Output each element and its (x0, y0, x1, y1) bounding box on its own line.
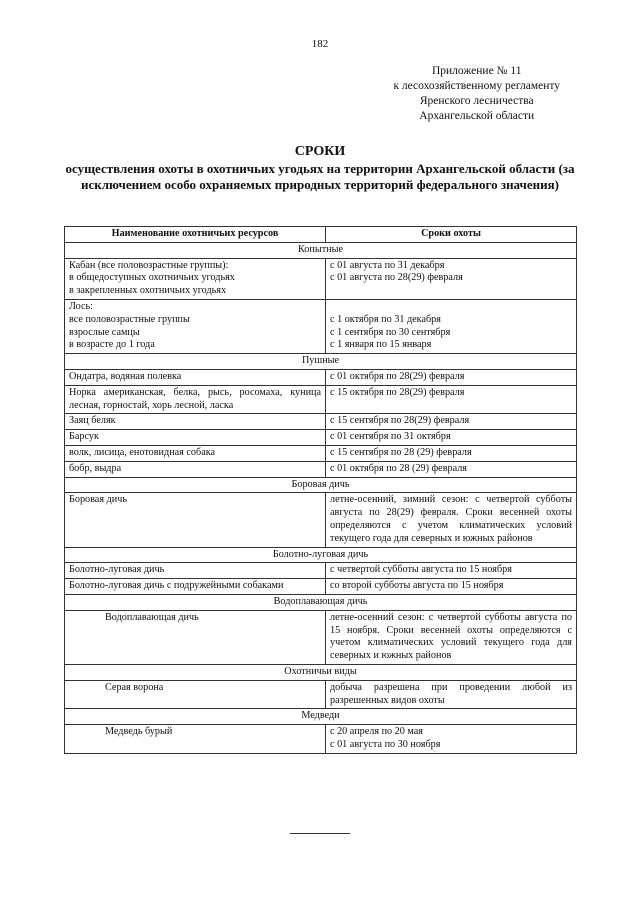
resource-name-cell (65, 299, 326, 353)
hunting-period-line: с четвертой субботы августа по 15 ноября (330, 564, 512, 576)
hunting-period-cell (326, 579, 577, 595)
resource-name-line: в общедоступных охотничьих угодьях (69, 272, 235, 284)
appendix-line: к лесохозяйственному регламенту (393, 80, 560, 92)
resource-name-line: в закрепленных охотничьих угодьях (69, 285, 227, 297)
section-title: Медведи (65, 709, 577, 725)
table-header-row (65, 227, 577, 243)
section-row (65, 664, 577, 680)
table-row (65, 563, 577, 579)
document-title: СРОКИ (294, 144, 346, 159)
hunting-period-cell (326, 369, 577, 385)
hunting-period-line: с 01 августа по 30 ноября (330, 738, 441, 750)
resource-name-line: Норка американская, белка, рысь, росомаха, куница лесная, горностай, хорь лесной, ласка (69, 386, 321, 411)
hunting-period-cell (326, 445, 577, 461)
hunting-period-cell (326, 680, 577, 709)
resource-name-line: Заяц беляк (69, 415, 116, 427)
document-heading (50, 143, 590, 193)
resource-name-line: взрослые самцы (69, 326, 140, 338)
hunting-period-line: с 01 августа по 28(29) февраля (330, 272, 463, 284)
resource-name-line: Барсук (69, 431, 99, 443)
hunting-period-line: с 01 сентября по 31 октября (330, 431, 451, 443)
column-header-period: Сроки охоты (326, 227, 577, 243)
hunting-period-line: летне-осенний сезон: с четвертой субботы августа по 15 ноября. Сроки весенней охоты определяются с учетом климатических условий текущего года для северных и южных районов (330, 611, 572, 662)
hunting-period-line: с 15 сентября по 28(29) февраля (330, 415, 470, 427)
hunting-period-line: с 15 октября по 28(29) февраля (330, 386, 465, 398)
table-row (65, 258, 577, 299)
resource-name-line: Лось: (69, 300, 94, 312)
section-title: Охотничьи виды (65, 664, 577, 680)
hunting-period-cell (326, 299, 577, 353)
section-row (65, 594, 577, 610)
section-row (65, 547, 577, 563)
appendix-line: Яренского лесничества (419, 95, 534, 107)
table-body (65, 242, 577, 753)
hunting-period-line (330, 301, 572, 314)
hunting-period-cell (326, 563, 577, 579)
hunting-period-line: добыча разрешена при проведении любой из разрешенных видов охоты (330, 681, 572, 706)
resource-name-line: Медведь бурый (105, 726, 173, 738)
table-row (65, 725, 577, 754)
document-subtitle: осуществления охоты в охотничьих угодьях на территории Архангельской области (за исключением особо охраняемых природных территорий федерального значения) (65, 161, 575, 192)
resource-name-cell (65, 725, 326, 754)
resource-name-cell (65, 385, 326, 414)
section-row (65, 709, 577, 725)
hunting-period-cell (326, 430, 577, 446)
table-row (65, 430, 577, 446)
resource-name-line: Болотно-луговая дичь (69, 564, 165, 576)
appendix-line: Приложение № 11 (431, 65, 522, 77)
hunting-period-cell (326, 610, 577, 664)
end-divider (290, 833, 350, 834)
table-row (65, 299, 577, 353)
table-row (65, 680, 577, 709)
section-title: Боровая дичь (65, 477, 577, 493)
resource-name-line: в возрасте до 1 года (69, 339, 155, 351)
hunting-period-line: с 20 апреля по 20 мая (330, 726, 423, 738)
resource-name-line: Болотно-луговая дичь с подружейными собаками (69, 580, 284, 592)
hunting-period-line: со второй субботы августа по 15 ноября (330, 580, 504, 592)
hunting-period-line: летне-осенний, зимний сезон: с четвертой субботы августа по 28(29) февраля. Сроки весенней охоты определяются с учетом климатических условий текущего года для северных и южных районов (330, 494, 572, 544)
hunting-periods-table (64, 226, 577, 754)
resource-name-cell (65, 430, 326, 446)
table-row (65, 414, 577, 430)
hunting-period-line: с 15 сентября по 28 (29) февраля (330, 446, 472, 458)
hunting-period-line: с 01 октября по 28 (29) февраля (330, 462, 467, 474)
resource-name-line: Ондатра, водяная полевка (69, 370, 182, 382)
hunting-period-line: с 1 октября по 31 декабря (330, 313, 441, 325)
appendix-line: Архангельской области (419, 110, 535, 122)
table-row (65, 579, 577, 595)
hunting-period-cell (326, 493, 577, 547)
resource-name-line: Боровая дичь (69, 494, 127, 506)
section-row (65, 477, 577, 493)
hunting-period-cell (326, 725, 577, 754)
resource-name-cell (65, 258, 326, 299)
hunting-period-line: с 01 августа по 31 декабря (330, 259, 445, 271)
hunting-period-cell (326, 461, 577, 477)
hunting-period-line: с 1 января по 15 января (330, 339, 432, 351)
table-row (65, 369, 577, 385)
resource-name-cell (65, 610, 326, 664)
resource-name-cell (65, 369, 326, 385)
resource-name-line: все половозрастные группы (69, 313, 190, 325)
resource-name-cell (65, 680, 326, 709)
resource-name-line: Кабан (все половозрастные группы): (69, 259, 229, 271)
resource-name-cell (65, 579, 326, 595)
section-title: Болотно-луговая дичь (65, 547, 577, 563)
resource-name-cell (65, 493, 326, 547)
resource-name-cell (65, 414, 326, 430)
resource-name-cell (65, 445, 326, 461)
hunting-period-cell (326, 385, 577, 414)
hunting-period-line: с 1 сентября по 30 сентября (330, 326, 451, 338)
table-row (65, 461, 577, 477)
hunting-period-cell (326, 258, 577, 299)
table-row (65, 610, 577, 664)
section-title: Водоплавающая дичь (65, 594, 577, 610)
section-row (65, 242, 577, 258)
resource-name-cell (65, 563, 326, 579)
page-number: 182 (311, 38, 329, 50)
section-title: Пушные (65, 354, 577, 370)
resource-name-cell (65, 461, 326, 477)
section-row (65, 354, 577, 370)
appendix-note (393, 64, 560, 124)
section-title: Копытные (65, 242, 577, 258)
resource-name-line: Водоплавающая дичь (105, 611, 199, 623)
resource-name-line: Серая ворона (105, 681, 164, 693)
table-row (65, 493, 577, 547)
resource-name-line: волк, лисица, енотовидная собака (69, 446, 216, 458)
column-header-resource: Наименование охотничьих ресурсов (65, 227, 326, 243)
resource-name-line: бобр, выдра (69, 462, 122, 474)
hunting-period-cell (326, 414, 577, 430)
table-row (65, 445, 577, 461)
hunting-period-line: с 01 октября по 28(29) февраля (330, 370, 465, 382)
table-row (65, 385, 577, 414)
